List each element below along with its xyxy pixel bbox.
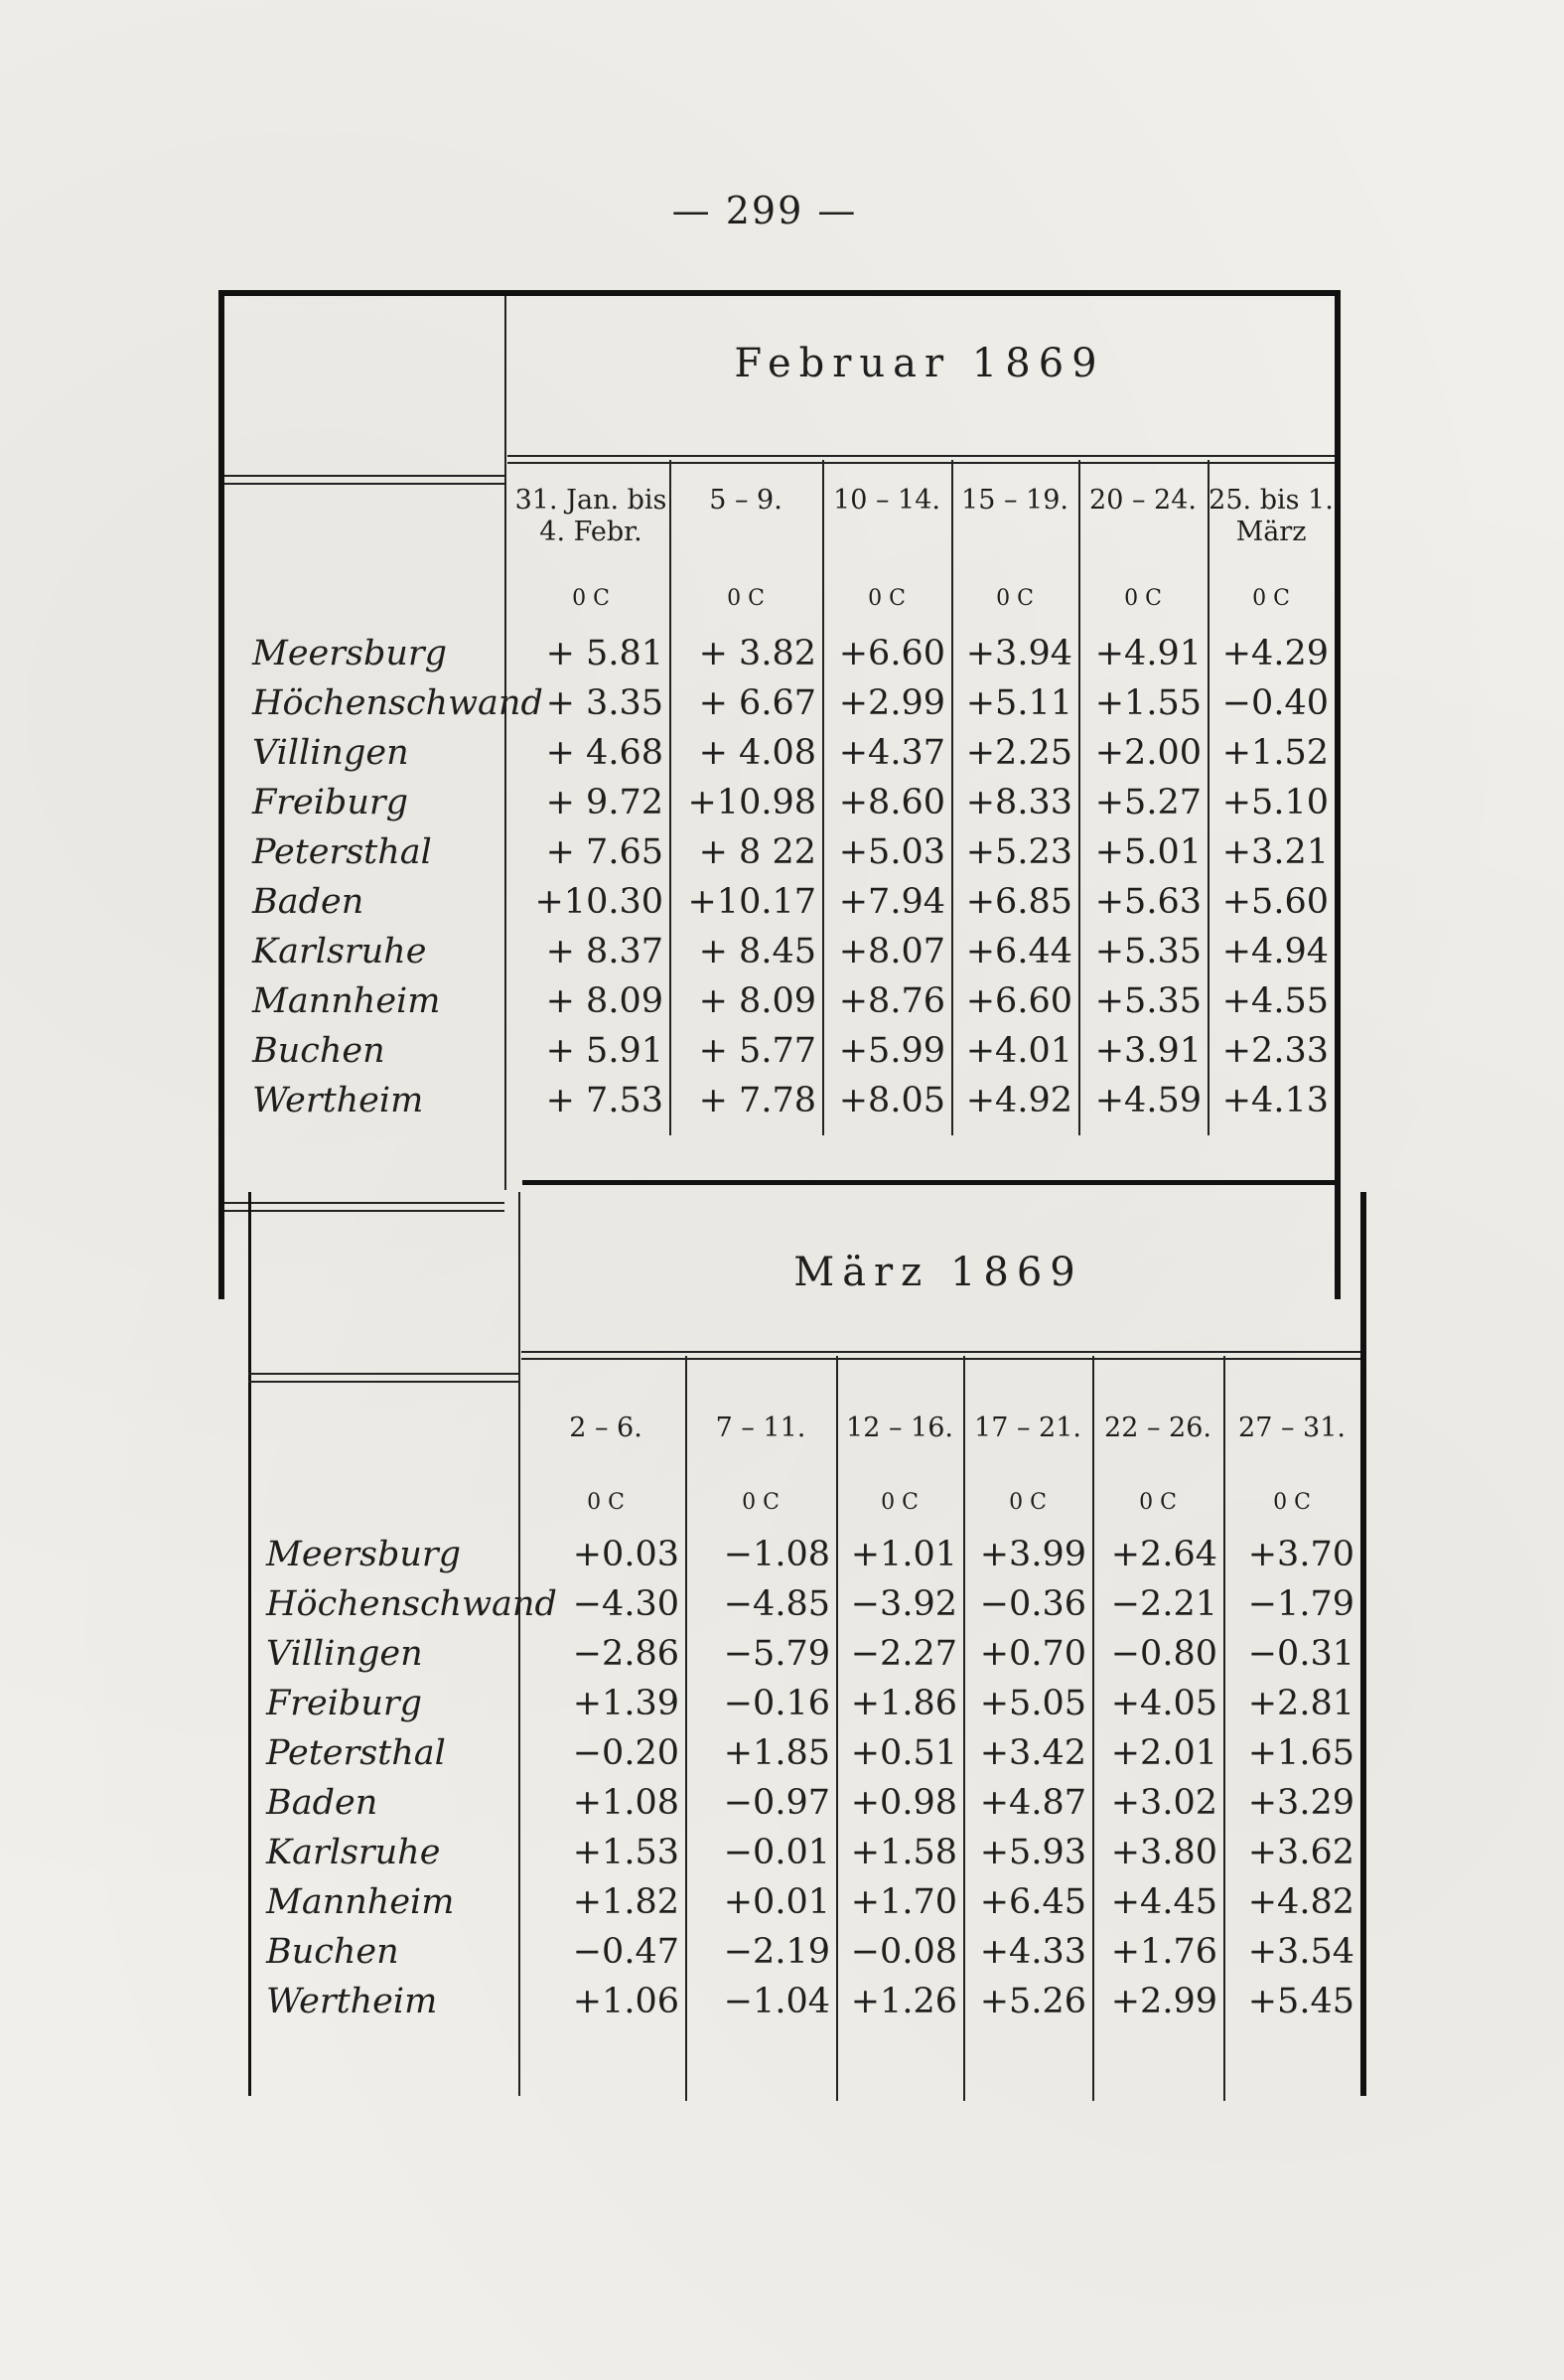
table-cell: +0.03 (572, 1535, 679, 1574)
table-cell: +3.70 (1247, 1535, 1354, 1574)
table-cell: +5.01 (1094, 832, 1202, 872)
table-cell: −0.16 (723, 1684, 830, 1723)
table-cell: + 4.68 (545, 733, 663, 773)
table-cell: +3.91 (1094, 1031, 1202, 1071)
unit-label: 0 C (1252, 586, 1290, 611)
table-cell: +5.60 (1221, 882, 1329, 922)
station-name: Wertheim (252, 1081, 424, 1120)
table-cell: +0.98 (850, 1783, 957, 1823)
table-cell: +0.51 (850, 1733, 957, 1773)
table-cell: +3.94 (965, 634, 1072, 673)
table-cell: +4.82 (1247, 1882, 1354, 1922)
table-cell: +5.63 (1094, 882, 1202, 922)
table-cell: +5.27 (1094, 783, 1202, 822)
station-name: Baden (266, 1783, 378, 1823)
table-cell: +1.55 (1094, 683, 1202, 723)
table-cell: +5.10 (1221, 783, 1329, 822)
table-cell: + 4.08 (698, 733, 816, 773)
table-cell: +4.33 (979, 1932, 1086, 1972)
station-name: Villingen (266, 1634, 423, 1674)
table-cell: −0.31 (1247, 1634, 1354, 1674)
table-cell: + 5.77 (698, 1031, 816, 1071)
table-cell: +5.99 (838, 1031, 945, 1071)
table-cell: +6.44 (965, 932, 1072, 971)
table-cell: +4.37 (838, 733, 945, 773)
table-cell: + 8 22 (698, 832, 816, 872)
table-cell: + 8.09 (698, 981, 816, 1021)
column-header: 17 – 21. (974, 1413, 1081, 1443)
station-name: Meersburg (266, 1535, 462, 1574)
table-cell: +1.39 (572, 1684, 679, 1723)
column-header: 31. Jan. bis 4. Febr. (514, 485, 667, 547)
table-cell: + 7.53 (545, 1081, 663, 1120)
table-cell: +5.26 (979, 1982, 1086, 2021)
table-cell: +3.29 (1247, 1783, 1354, 1823)
table-cell: +4.55 (1221, 981, 1329, 1021)
table-cell: +5.93 (979, 1833, 1086, 1872)
unit-label: 0 C (727, 586, 765, 611)
table-cell: + 8.37 (545, 932, 663, 971)
table-cell: +5.35 (1094, 932, 1202, 971)
table-cell: −5.79 (723, 1634, 830, 1674)
table-cell: +4.45 (1110, 1882, 1217, 1922)
table-cell: −0.36 (979, 1584, 1086, 1624)
station-name: Petersthal (266, 1733, 446, 1773)
table-cell: +0.70 (979, 1634, 1086, 1674)
table-cell: −2.19 (723, 1932, 830, 1972)
table-cell: +4.05 (1110, 1684, 1217, 1723)
unit-label: 0 C (1009, 1490, 1047, 1515)
table-cell: −4.30 (572, 1584, 679, 1624)
table-cell: +1.08 (572, 1783, 679, 1823)
table-cell: −0.97 (723, 1783, 830, 1823)
station-name: Buchen (266, 1932, 399, 1972)
unit-label: 0 C (1139, 1490, 1177, 1515)
table-cell: +7.94 (838, 882, 945, 922)
table-cell: −2.27 (850, 1634, 957, 1674)
unit-label: 0 C (587, 1490, 625, 1515)
table-cell: +3.02 (1110, 1783, 1217, 1823)
table-cell: +1.52 (1221, 733, 1329, 773)
table-cell: +0.01 (723, 1882, 830, 1922)
unit-label: 0 C (868, 586, 906, 611)
table-cell: −2.21 (1110, 1584, 1217, 1624)
station-name: Freiburg (266, 1684, 423, 1723)
table-cell: −0.08 (850, 1932, 957, 1972)
column-header: 10 – 14. (833, 485, 940, 516)
table-cell: + 8.45 (698, 932, 816, 971)
table-cell: + 7.78 (698, 1081, 816, 1120)
station-name: Villingen (252, 733, 409, 773)
station-name: Buchen (252, 1031, 385, 1071)
table-cell: +1.76 (1110, 1932, 1217, 1972)
table-cell: +3.21 (1221, 832, 1329, 872)
column-header: 12 – 16. (846, 1413, 953, 1443)
table-cell: +6.60 (965, 981, 1072, 1021)
table-cell: + 6.67 (698, 683, 816, 723)
table-cell: +1.86 (850, 1684, 957, 1723)
unit-label: 0 C (742, 1490, 780, 1515)
column-header: 2 – 6. (569, 1413, 642, 1443)
table-cell: + 3.82 (698, 634, 816, 673)
unit-label: 0 C (1273, 1490, 1311, 1515)
table-cell: −0.40 (1221, 683, 1329, 723)
station-name: Mannheim (266, 1882, 455, 1922)
column-header: 22 – 26. (1104, 1413, 1211, 1443)
table-cell: −1.04 (723, 1982, 830, 2021)
table-cell: +1.82 (572, 1882, 679, 1922)
table-cell: +8.60 (838, 783, 945, 822)
table-cell: +3.54 (1247, 1932, 1354, 1972)
table-cell: +4.94 (1221, 932, 1329, 971)
column-header: 27 – 31. (1238, 1413, 1346, 1443)
table-cell: +4.01 (965, 1031, 1072, 1071)
table-cell: +2.99 (1110, 1982, 1217, 2021)
station-name: Mannheim (252, 981, 441, 1021)
table-cell: +2.25 (965, 733, 1072, 773)
station-name: Höchenschwand (252, 683, 543, 723)
table-cell: −1.08 (723, 1535, 830, 1574)
table-cell: +1.01 (850, 1535, 957, 1574)
unit-label: 0 C (996, 586, 1034, 611)
table-cell: +3.62 (1247, 1833, 1354, 1872)
table-cell: +5.45 (1247, 1982, 1354, 2021)
table-cell: +8.33 (965, 783, 1072, 822)
table-cell: −0.47 (572, 1932, 679, 1972)
table-cell: +2.99 (838, 683, 945, 723)
station-name: Petersthal (252, 832, 432, 872)
table-cell: +1.06 (572, 1982, 679, 2021)
table-cell: +2.00 (1094, 733, 1202, 773)
table-cell: +4.59 (1094, 1081, 1202, 1120)
table-cell: +1.65 (1247, 1733, 1354, 1773)
table-cell: +6.60 (838, 634, 945, 673)
table-cell: + 5.91 (545, 1031, 663, 1071)
table-cell: +4.91 (1094, 634, 1202, 673)
column-header: 5 – 9. (709, 485, 782, 516)
station-name: Freiburg (252, 783, 409, 822)
station-name: Meersburg (252, 634, 448, 673)
table-cell: −0.80 (1110, 1634, 1217, 1674)
table-cell: + 8.09 (545, 981, 663, 1021)
march-table (238, 1192, 1366, 2096)
table-cell: +5.03 (838, 832, 945, 872)
table-cell: +4.29 (1221, 634, 1329, 673)
station-name: Karlsruhe (252, 932, 427, 971)
table-cell: −0.01 (723, 1833, 830, 1872)
table-cell: +2.33 (1221, 1031, 1329, 1071)
table-cell: +5.35 (1094, 981, 1202, 1021)
table-cell: +4.92 (965, 1081, 1072, 1120)
table-cell: + 5.81 (545, 634, 663, 673)
column-header: 7 – 11. (715, 1413, 806, 1443)
table-cell: +2.64 (1110, 1535, 1217, 1574)
february-table (218, 290, 1341, 1299)
table-cell: +4.87 (979, 1783, 1086, 1823)
unit-label: 0 C (881, 1490, 919, 1515)
station-name: Höchenschwand (266, 1584, 557, 1624)
table-cell: +1.53 (572, 1833, 679, 1872)
table-cell: +3.42 (979, 1733, 1086, 1773)
table-cell: +1.26 (850, 1982, 957, 2021)
table-cell: +2.01 (1110, 1733, 1217, 1773)
table-cell: +3.99 (979, 1535, 1086, 1574)
table-cell: +10.17 (687, 882, 816, 922)
column-header: 15 – 19. (961, 485, 1068, 516)
table-cell: −2.86 (572, 1634, 679, 1674)
table-cell: +10.98 (687, 783, 816, 822)
station-name: Wertheim (266, 1982, 438, 2021)
table-cell: + 3.35 (545, 683, 663, 723)
column-header: 20 – 24. (1089, 485, 1197, 516)
page-number: — 299 — (671, 189, 858, 232)
table-cell: +1.70 (850, 1882, 957, 1922)
table-cell: +1.85 (723, 1733, 830, 1773)
table-cell: + 7.65 (545, 832, 663, 872)
table-cell: + 9.72 (545, 783, 663, 822)
station-name: Karlsruhe (266, 1833, 441, 1872)
table-cell: +6.85 (965, 882, 1072, 922)
table-cell: −4.85 (723, 1584, 830, 1624)
february-title: Februar 1869 (734, 341, 1105, 386)
table-cell: −1.79 (1247, 1584, 1354, 1624)
unit-label: 0 C (572, 586, 610, 611)
table-cell: +3.80 (1110, 1833, 1217, 1872)
table-cell: +2.81 (1247, 1684, 1354, 1723)
table-cell: −3.92 (850, 1584, 957, 1624)
column-header: 25. bis 1. März (1209, 485, 1334, 547)
table-cell: +6.45 (979, 1882, 1086, 1922)
table-cell: −0.20 (572, 1733, 679, 1773)
table-cell: +4.13 (1221, 1081, 1329, 1120)
table-cell: +10.30 (534, 882, 663, 922)
table-cell: +8.07 (838, 932, 945, 971)
table-cell: +8.05 (838, 1081, 945, 1120)
table-cell: +8.76 (838, 981, 945, 1021)
table-cell: +5.23 (965, 832, 1072, 872)
table-cell: +5.05 (979, 1684, 1086, 1723)
station-name: Baden (252, 882, 364, 922)
table-cell: +5.11 (965, 683, 1072, 723)
march-title: März 1869 (793, 1250, 1083, 1295)
unit-label: 0 C (1124, 586, 1162, 611)
table-cell: +1.58 (850, 1833, 957, 1872)
